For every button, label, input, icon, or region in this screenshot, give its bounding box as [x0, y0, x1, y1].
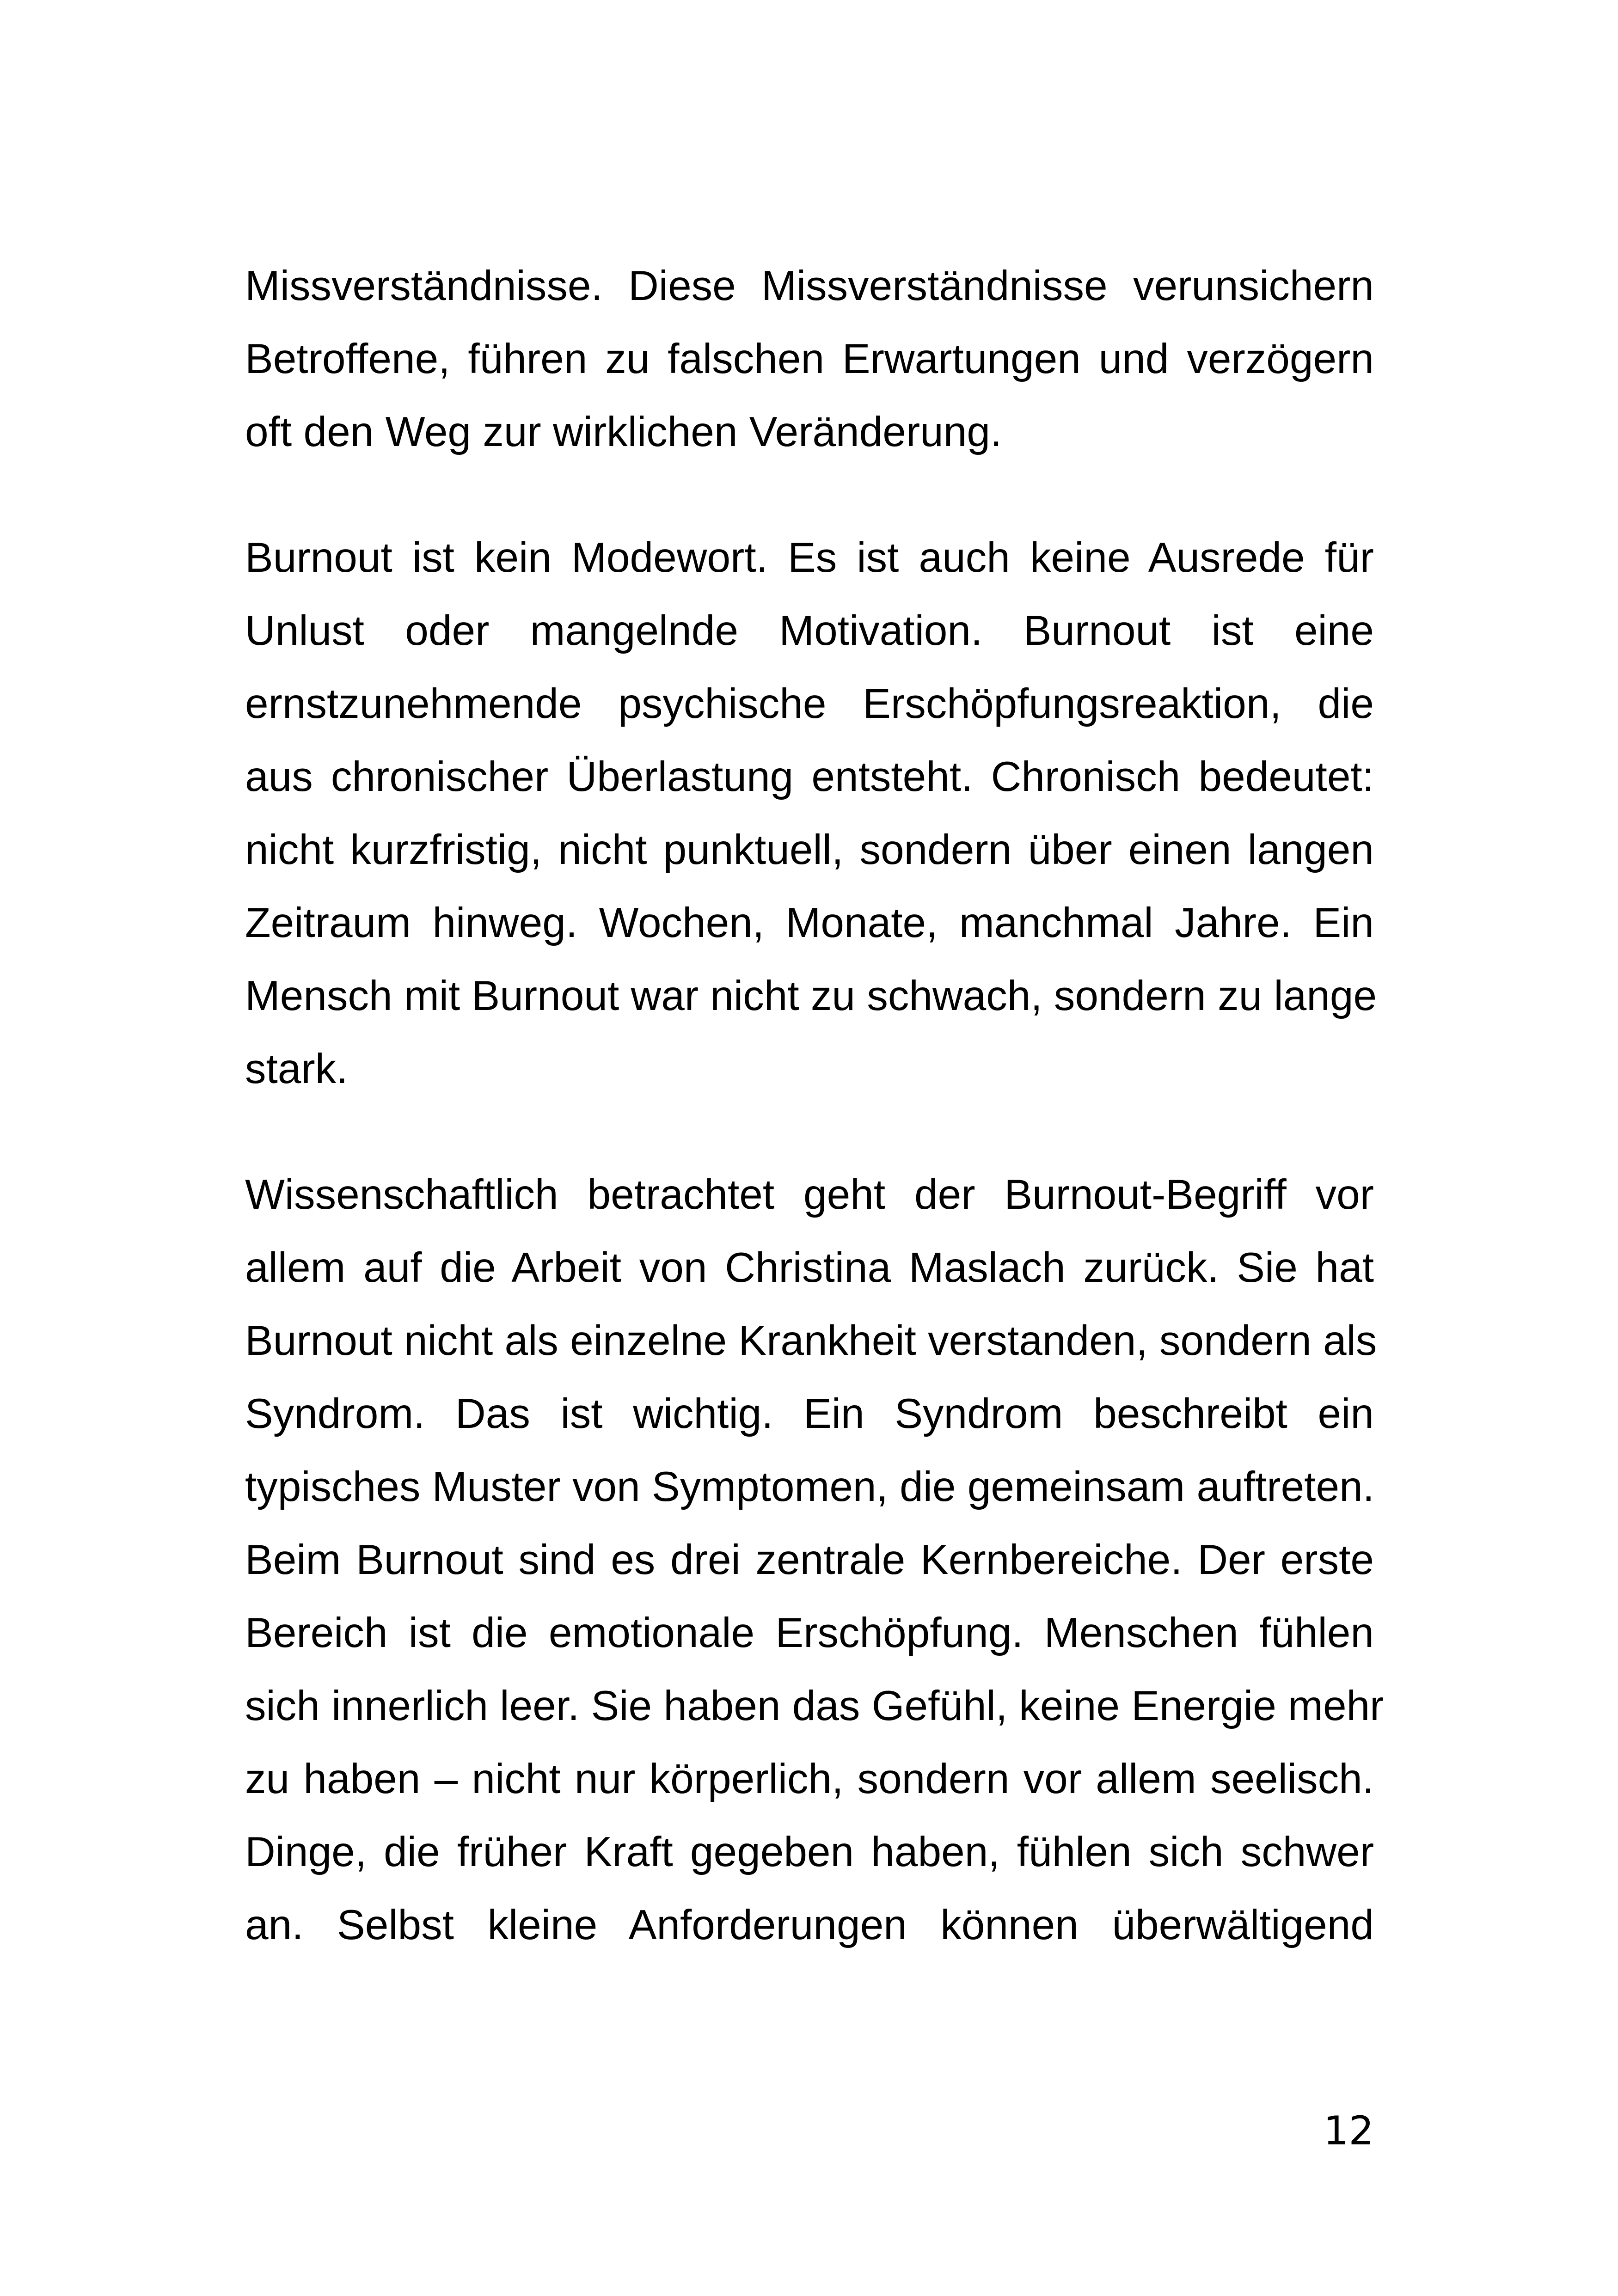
text-line: Dinge, die früher Kraft gegeben haben, fühlen sich schwer [245, 1829, 1374, 1875]
text-line: Burnout ist kein Modewort. Es ist auch keine Ausrede für [245, 534, 1374, 581]
paragraph-1 [245, 250, 1374, 469]
text-line: allem auf die Arbeit von Christina Maslach zurück. Sie hat [245, 1244, 1374, 1291]
text-line: ernstzunehmende psychische Erschöpfungsreaktion, die [245, 680, 1374, 727]
page-number: 12 [1323, 2108, 1374, 2154]
text-line: zu haben – nicht nur körperlich, sondern vor allem seelisch. [245, 1756, 1374, 1802]
text-line: typisches Muster von Symptomen, die gemeinsam auftreten. [245, 1463, 1374, 1510]
paragraph-3 [245, 1158, 1384, 1962]
text-line: Unlust oder mangelnde Motivation. Burnout ist eine [245, 607, 1374, 654]
text-line: stark. [245, 1046, 348, 1092]
text-line: aus chronischer Überlastung entsteht. Chronisch bedeutet: [245, 753, 1374, 800]
text-line: Missverständnisse. Diese Missverständnisse verunsichern [245, 263, 1374, 309]
text-line: Syndrom. Das ist wichtig. Ein Syndrom beschreibt ein [245, 1390, 1374, 1437]
text-line: Beim Burnout sind es drei zentrale Kernbereiche. Der erste [245, 1537, 1374, 1583]
text-line: an. Selbst kleine Anforderungen können überwältigend [245, 1902, 1374, 1948]
text-line: Wissenschaftlich betrachtet geht der Burnout-Begriff vor [245, 1171, 1374, 1218]
text-line: nicht kurzfristig, nicht punktuell, sondern über einen langen [245, 827, 1374, 873]
text-line: oft den Weg zur wirklichen Veränderung. [245, 409, 1002, 455]
body-text [245, 250, 1384, 2014]
text-line: Zeitraum hinweg. Wochen, Monate, manchmal Jahre. Ein [245, 900, 1374, 946]
text-line: Mensch mit Burnout war nicht zu schwach, sondern zu lange [245, 973, 1377, 1019]
text-line: Bereich ist die emotionale Erschöpfung. Menschen fühlen [245, 1610, 1374, 1656]
text-line: Burnout nicht als einzelne Krankheit verstanden, sondern als [245, 1317, 1377, 1364]
text-line: Betroffene, führen zu falschen Erwartungen und verzögern [245, 336, 1374, 382]
text-line: sich innerlich leer. Sie haben das Gefühl, keine Energie mehr [245, 1683, 1384, 1729]
paragraph-2 [245, 521, 1377, 1106]
